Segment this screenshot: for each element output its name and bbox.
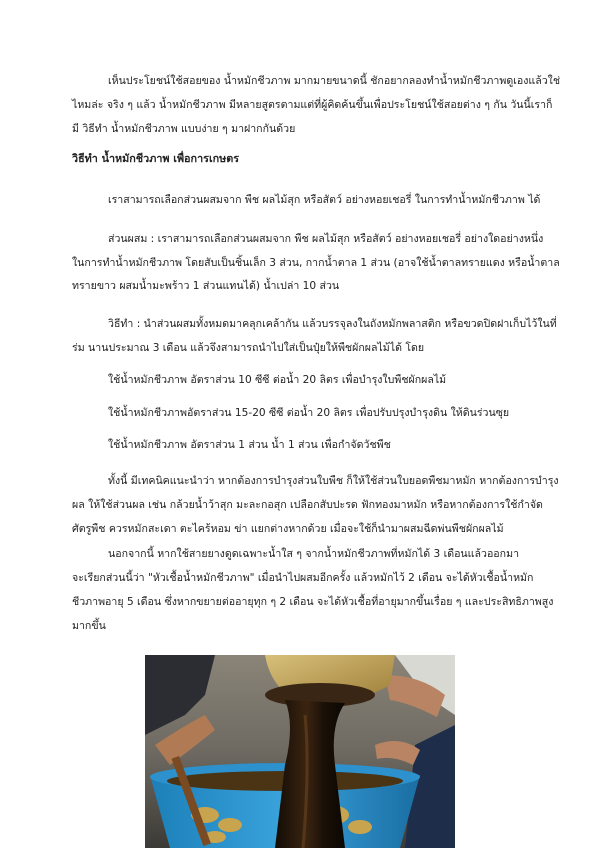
method-line-2: ร่ม นานประมาณ 3 เดือน แล้วจึงสามารถนำไปใส่เป็นปุ๋ยให้พืชผักผลไม้ได้ โดย [72,342,425,354]
ingredients-line-2: ในการทำน้ำหมักชีวภาพ โดยสับเป็นชิ้นเล็ก 3 ส่วน, กากน้ำตาล 1 ส่วน (อาจใช้น้ำตาลทรายแดง หรือน้ำตาล [72,257,560,269]
starter-line-2: จะเรียกส่วนนี้ว่า "หัวเชื้อน้ำหมักชีวภาพ" เมื่อนำไปผสมอีกครั้ง แล้วหมักไว้ 2 เดือน จะได้หัวเชื้อน้ำหมัก [72,572,534,584]
intro-line-1: เห็นประโยชน์ใช้สอยของ น้ำหมักชีวภาพ มากมายขนาดนี้ ชักอยากลองทำน้ำหมักชีวภาพดูเองแล้วใช่ [108,75,561,87]
fermentation-photo [145,655,455,848]
choose-ingredients-line: เราสามารถเลือกส่วนผสมจาก พืช ผลไม้สุก หรือสัตว์ อย่างหอยเชอรี่ ในการทำน้ำหมักชีวภาพ ได้ [108,194,541,206]
tips-line-2: ผล ให้ใช้ส่วนผล เช่น กล้วยน้ำว้าสุก มะละกอสุก เปลือกสับปะรด ฟักทองมาหมัก หรือหากต้องการใช้กำจัด [72,499,543,511]
usage-item-3: ใช้น้ำหมักชีวภาพ อัตราส่วน 1 ส่วน น้ำ 1 ส่วน เพื่อกำจัดวัชพืช [108,439,391,451]
usage-item-1: ใช้น้ำหมักชีวภาพ อัตราส่วน 10 ซีซี ต่อน้ำ 20 ลิตร เพื่อบำรุงใบพืชผักผลไม้ [108,374,447,386]
method-line-1: วิธีทำ : นำส่วนผสมทั้งหมดมาคลุกเคล้ากัน แล้วบรรจุลงในถังหมักพลาสติก หรือขวดปิดฝาเก็บไว้ในที่ [108,318,557,330]
tips-line-3: ศัตรูพืช ควรหมักสะเดา ตะไคร้หอม ข่า แยกต่างหากด้วย เมื่อจะใช้ก็นำมาผสมฉีดพ่นพืชผักผลไม้ [72,523,504,535]
tips-line-1: ทั้งนี้ มีเทคนิคแนะนำว่า หากต้องการบำรุงส่วนใบพืช ก็ให้ใช้ส่วนใบยอดพืชมาหมัก หากต้องการบำรุง [108,475,559,487]
usage-item-2: ใช้น้ำหมักชีวภาพอัตราส่วน 15-20 ซีซี ต่อน้ำ 20 ลิตร เพื่อปรับปรุงบำรุงดิน ให้ดินร่วนซุย [108,407,510,419]
starter-line-1: นอกจากนี้ หากใช้สายยางดูดเฉพาะน้ำใส ๆ จากน้ำหมักชีวภาพที่หมักได้ 3 เดือนแล้วออกมา [108,548,520,560]
ingredients-line-1: ส่วนผสม : เราสามารถเลือกส่วนผสมจาก พืช ผลไม้สุก หรือสัตว์ อย่างหอยเชอรี่ อย่างใดอย่างหนึ่ง [108,233,544,245]
ingredients-line-3: ทรายขาว ผสมน้ำมะพร้าว 1 ส่วนแทนได้) น้ำเปล่า 10 ส่วน [72,280,340,292]
intro-line-2: ไหมล่ะ จริง ๆ แล้ว น้ำหมักชีวภาพ มีหลายสูตรตามแต่ที่ผู้คิดค้นขึ้นเพื่อประโยชน์ใช้สอยต่าง ๆ กัน วันนี้เราก็ [72,99,553,111]
starter-line-4: มากขึ้น [72,620,106,632]
starter-line-3: ชีวภาพอายุ 5 เดือน ซึ่งหากขยายต่ออายุทุก ๆ 2 เดือน จะได้หัวเชื้อที่อายุมากขึ้นเรื่อย ๆ และประสิทธิภาพสูง [72,596,554,608]
section-heading: วิธีทำ น้ำหมักชีวภาพ เพื่อการเกษตร [72,152,240,165]
intro-line-3: มี วิธีทำ น้ำหมักชีวภาพ แบบง่าย ๆ มาฝากกันด้วย [72,123,296,135]
